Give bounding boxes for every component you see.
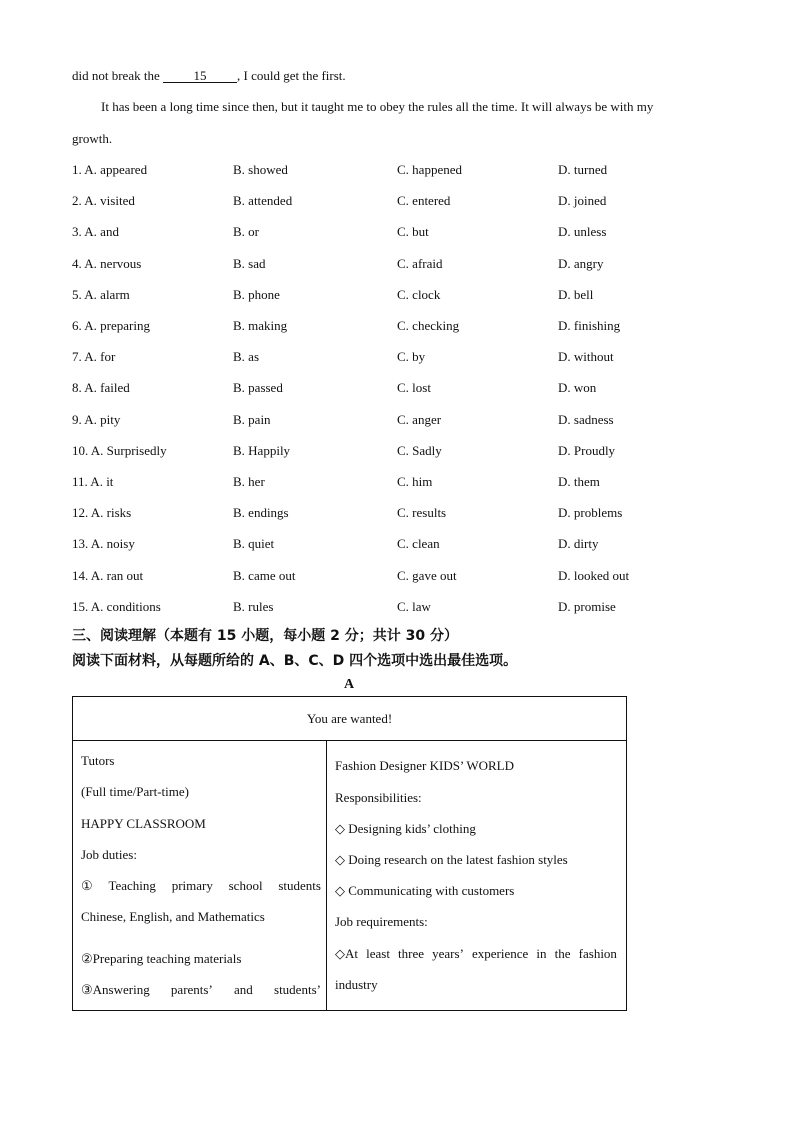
option-c: C. law	[397, 598, 431, 614]
option-b: B. Happily	[233, 442, 291, 458]
section-instruction: 阅读下面材料，从每题所给的 A、B、C、D 四个选项中选出最佳选项。	[72, 653, 518, 669]
option-c: C. entered	[397, 193, 451, 209]
req-word: least	[366, 946, 390, 961]
option-b: B. sad	[233, 255, 266, 271]
passage-line-3: growth.	[72, 131, 113, 146]
tutor-duty-2: ②Preparing teaching materials	[81, 951, 242, 966]
option-a: 3. A. and	[72, 224, 119, 240]
option-c: C. checking	[397, 318, 460, 333]
passage-line-1	[72, 68, 346, 84]
option-a: 14. A. ran out	[72, 567, 144, 583]
designer-req-1	[335, 946, 617, 962]
designer-requirements-label: Job requirements:	[335, 914, 428, 929]
option-b: B. as	[233, 349, 259, 365]
option-d: D. sadness	[558, 411, 614, 427]
option-b: B. pain	[233, 411, 271, 427]
question-row	[72, 224, 712, 242]
option-d: D. turned	[558, 162, 608, 177]
option-d: D. angry	[558, 255, 604, 271]
option-a: 9. A. pity	[72, 411, 121, 427]
duty-word: school	[228, 878, 263, 893]
option-b: B. her	[233, 474, 265, 489]
question-row	[72, 599, 712, 617]
question-row	[72, 287, 712, 305]
duty-word: ③Answering	[81, 982, 150, 997]
option-b: B. showed	[233, 162, 288, 177]
option-d: D. without	[558, 349, 614, 365]
designer-resp-3: ◇ Communicating with customers	[335, 883, 515, 898]
option-a: 1. A. appeared	[72, 162, 148, 177]
job-ad-table	[72, 696, 627, 1011]
option-a: 10. A. Surprisedly	[72, 442, 167, 458]
question-row	[72, 318, 712, 336]
option-b: B. attended	[233, 193, 293, 209]
duty-word: ①	[81, 878, 93, 893]
option-a: 5. A. alarm	[72, 286, 130, 302]
option-b: B. rules	[233, 598, 274, 614]
question-row	[72, 349, 712, 367]
option-a: 12. A. risks	[72, 505, 132, 521]
duty-word: primary	[171, 878, 213, 893]
option-c: C. gave out	[397, 567, 457, 583]
option-b: B. phone	[233, 286, 280, 302]
designer-title: Fashion Designer KIDS’ WORLD	[335, 758, 514, 773]
option-d: D. won	[558, 380, 597, 396]
job-ad-header-text: You are wanted!	[306, 710, 393, 726]
passage-line-2: It has been a long time since then, but it taught me to obey the rules all the time. It will always be with my	[101, 99, 654, 114]
req-word: in	[536, 946, 547, 961]
column-divider	[326, 741, 327, 1010]
question-row	[72, 380, 712, 398]
tutor-duty-1	[81, 878, 321, 894]
option-a: 8. A. failed	[72, 380, 130, 396]
option-b: B. or	[233, 224, 259, 240]
option-a: 4. A. nervous	[72, 255, 142, 271]
question-row	[72, 412, 712, 430]
option-a: 2. A. visited	[72, 193, 135, 209]
passage-text: , I could get the first.	[236, 68, 346, 83]
option-d: D. looked out	[558, 567, 630, 583]
option-a: 13. A. noisy	[72, 536, 135, 552]
question-row	[72, 474, 712, 492]
option-a: 11. A. it	[72, 474, 114, 489]
part-label: A	[343, 677, 355, 692]
passage-text: did not break the	[72, 68, 160, 83]
question-row	[72, 443, 712, 461]
section-title: 三、阅读理解（本题有 15 小题，每小题 2 分；共计 30 分）	[72, 628, 458, 644]
req-word: experience	[472, 946, 529, 961]
option-c: C. by	[397, 349, 426, 365]
question-row	[72, 536, 712, 554]
tutor-duty-3	[81, 982, 321, 998]
option-a: 7. A. for	[72, 349, 116, 365]
tutor-title: Tutors	[81, 753, 115, 768]
option-d: D. joined	[558, 193, 607, 209]
option-c: C. lost	[397, 380, 431, 396]
option-d: D. dirty	[558, 536, 599, 552]
job-ad-header	[73, 697, 626, 741]
tutor-company: HAPPY CLASSROOM	[81, 816, 206, 831]
question-row	[72, 505, 712, 523]
req-word: three	[398, 946, 425, 961]
option-d: D. unless	[558, 224, 607, 240]
req-word: fashion	[578, 946, 617, 961]
duty-word: students	[278, 878, 321, 893]
tutor-duties-label: Job duties:	[81, 847, 137, 862]
question-row	[72, 193, 712, 211]
option-d: D. Proudly	[558, 442, 616, 458]
option-c: C. happened	[397, 162, 462, 177]
option-d: D. problems	[558, 505, 623, 521]
req-word: the	[554, 946, 571, 961]
option-c: C. clock	[397, 286, 441, 302]
option-d: D. finishing	[558, 318, 621, 333]
designer-resp-1: ◇ Designing kids’ clothing	[335, 821, 476, 836]
duty-word: Teaching	[108, 878, 156, 893]
option-c: C. him	[397, 474, 433, 489]
designer-responsibilities-label: Responsibilities:	[335, 790, 422, 805]
option-b: B. making	[233, 318, 288, 333]
option-a: 6. A. preparing	[72, 318, 150, 333]
question-row	[72, 568, 712, 586]
tutor-duty-1-subjects: Chinese, English, and Mathematics	[81, 909, 265, 924]
question-row	[72, 256, 712, 274]
duty-word: parents’	[170, 982, 213, 997]
question-row	[72, 162, 712, 180]
req-word: ◇At	[335, 946, 358, 961]
option-c: C. results	[397, 505, 447, 521]
req-word: years’	[432, 946, 464, 961]
option-c: C. but	[397, 224, 429, 240]
tutor-type: (Full time/Part-time)	[81, 784, 189, 799]
designer-resp-2: ◇ Doing research on the latest fashion styles	[335, 852, 568, 867]
option-b: B. quiet	[233, 536, 275, 552]
option-d: D. promise	[558, 598, 616, 614]
option-b: B. endings	[233, 505, 289, 521]
option-c: C. clean	[397, 536, 440, 552]
duty-word: students’	[274, 982, 321, 997]
designer-req-1-cont: industry	[335, 977, 378, 992]
blank-15: 15	[163, 69, 237, 83]
option-c: C. Sadly	[397, 442, 442, 458]
option-b: B. passed	[233, 380, 283, 396]
option-a: 15. A. conditions	[72, 598, 161, 614]
option-c: C. afraid	[397, 255, 443, 271]
duty-word: and	[234, 982, 253, 997]
option-b: B. came out	[233, 567, 296, 583]
option-d: D. them	[558, 474, 600, 489]
option-d: D. bell	[558, 286, 594, 302]
option-c: C. anger	[397, 411, 442, 427]
